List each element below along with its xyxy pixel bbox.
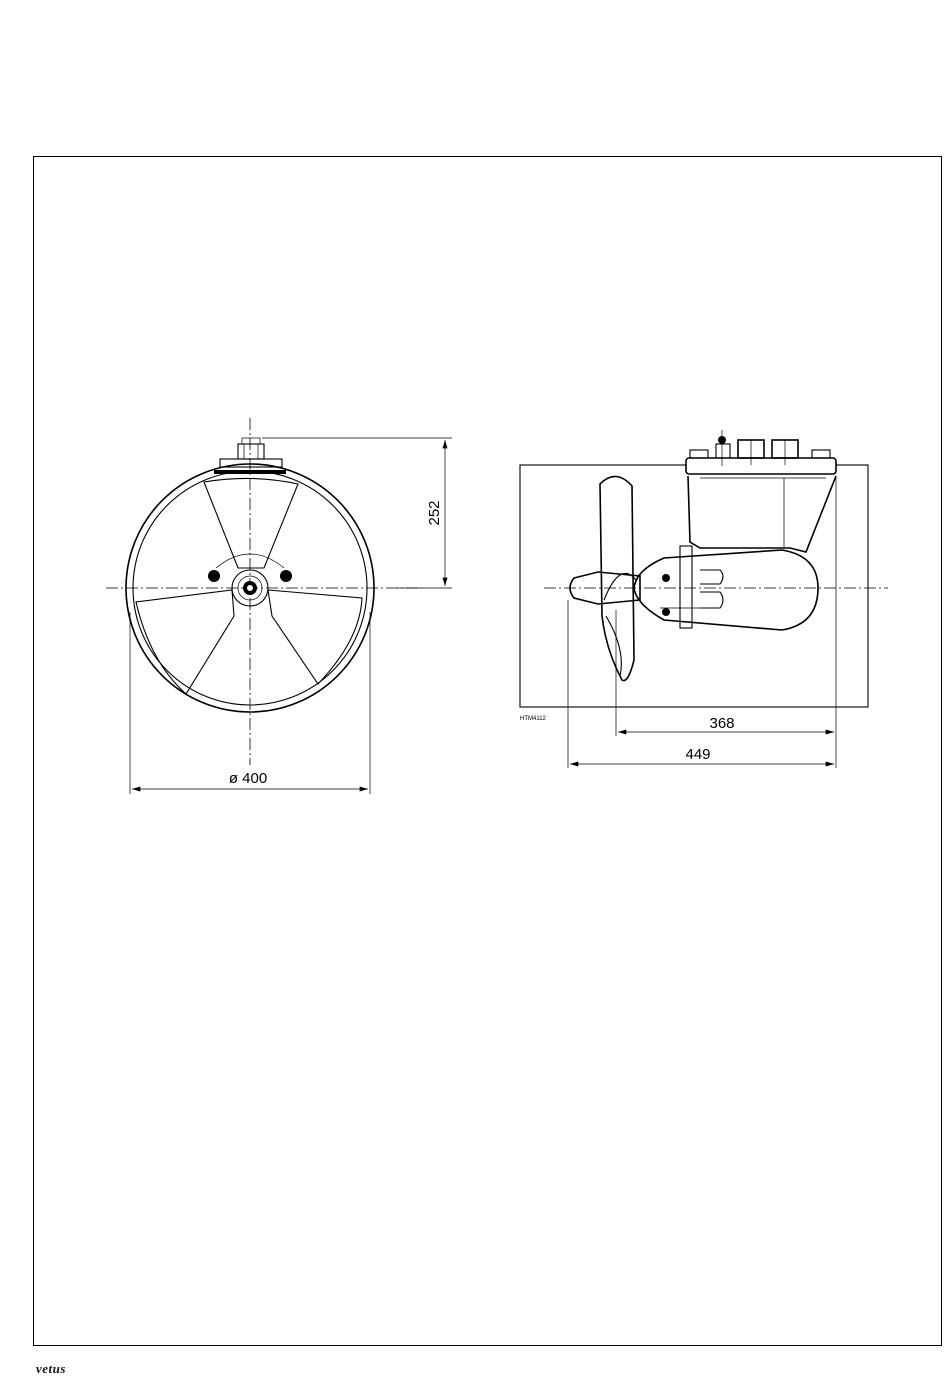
front-view — [106, 418, 452, 794]
motor-length-label: 368 — [709, 715, 735, 732]
tunnel-section — [520, 465, 868, 707]
strut — [688, 476, 836, 552]
total-length-dimension — [570, 746, 834, 764]
motor-length-dimension — [618, 715, 834, 732]
drawing-reference: HTM4112 — [520, 716, 546, 722]
total-length-label: 449 — [685, 746, 711, 763]
height-dimension — [262, 438, 452, 588]
height-dimension-label: 252 — [426, 500, 443, 526]
vetus-logo: vetus — [36, 1361, 66, 1376]
propeller-side — [570, 476, 640, 680]
diameter-dimension-label: ø 400 — [228, 770, 268, 787]
side-view — [520, 430, 888, 768]
mounting-housing — [686, 430, 836, 478]
